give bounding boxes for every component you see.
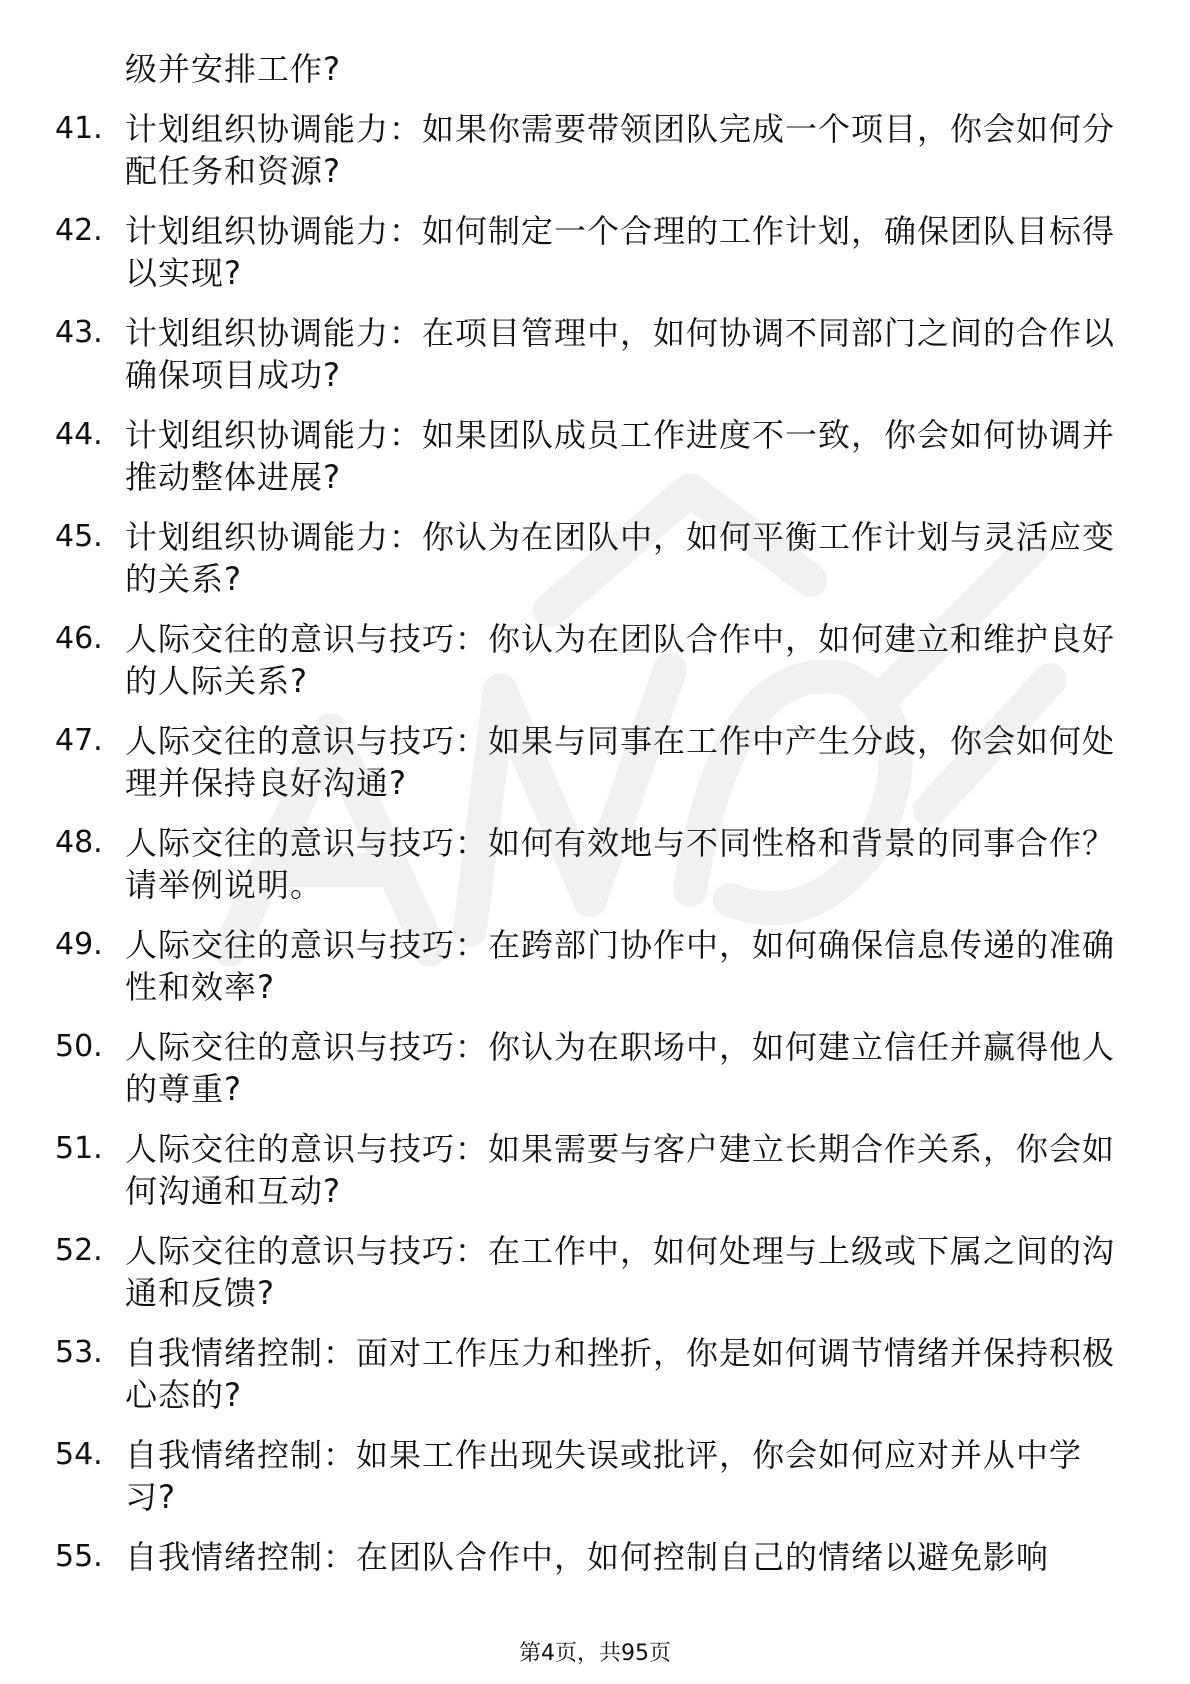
question-number: 49. — [55, 927, 103, 962]
page-footer: 第4页，共95页 — [519, 1641, 671, 1666]
question-list — [55, 48, 1125, 1578]
question-item — [55, 1026, 1125, 1110]
question-text: 人际交往的意识与技巧：如果与同事在工作中产生分歧，你会如何处理并保持良好沟通? — [125, 722, 1116, 802]
question-text: 自我情绪控制：如果工作出现失误或批评，你会如何应对并从中学习? — [125, 1436, 1083, 1516]
question-text: 人际交往的意识与技巧：如何有效地与不同性格和背景的同事合作？请举例说明。 — [125, 824, 1116, 904]
question-item — [55, 516, 1125, 600]
question-item — [55, 822, 1125, 906]
question-number: 46. — [55, 621, 103, 656]
question-item — [55, 210, 1125, 294]
question-text: 人际交往的意识与技巧：你认为在团队合作中，如何建立和维护良好的人际关系? — [125, 620, 1116, 700]
question-item — [55, 1332, 1125, 1416]
question-item — [55, 618, 1125, 702]
question-number: 54. — [55, 1437, 103, 1472]
question-number: 47. — [55, 723, 103, 758]
question-text: 自我情绪控制：在团队合作中，如何控制自己的情绪以避免影响 — [125, 1538, 1050, 1576]
question-item — [55, 312, 1125, 396]
question-number: 51. — [55, 1131, 103, 1166]
question-text: 人际交往的意识与技巧：你认为在职场中，如何建立信任并赢得他人的尊重? — [125, 1028, 1116, 1108]
question-number: 48. — [55, 825, 103, 860]
question-text: 计划组织协调能力：你认为在团队中，如何平衡工作计划与灵活应变的关系? — [125, 518, 1116, 598]
question-number: 55. — [55, 1539, 103, 1574]
question-number: 43. — [55, 315, 103, 350]
question-number: 45. — [55, 519, 103, 554]
question-number: 53. — [55, 1335, 103, 1370]
question-text: 人际交往的意识与技巧：如果需要与客户建立长期合作关系，你会如何沟通和互动? — [125, 1130, 1116, 1210]
question-number: 50. — [55, 1029, 103, 1064]
question-text: 计划组织协调能力：在项目管理中，如何协调不同部门之间的合作以确保项目成功? — [125, 314, 1116, 394]
question-text: 计划组织协调能力：如果你需要带领团队完成一个项目，你会如何分配任务和资源? — [125, 110, 1116, 190]
question-text: 人际交往的意识与技巧：在工作中，如何处理与上级或下属之间的沟通和反馈? — [125, 1232, 1116, 1312]
question-item — [55, 108, 1125, 192]
question-item — [55, 1128, 1125, 1212]
question-text: 自我情绪控制：面对工作压力和挫折，你是如何调节情绪并保持积极心态的? — [125, 1334, 1116, 1414]
question-number: 42. — [55, 213, 103, 248]
question-item — [55, 924, 1125, 1008]
question-text: 计划组织协调能力：如果团队成员工作进度不一致，你会如何协调并推动整体进展? — [125, 416, 1116, 496]
question-item — [55, 1536, 1125, 1578]
question-number: 41. — [55, 111, 103, 146]
question-text: 人际交往的意识与技巧：在跨部门协作中，如何确保信息传递的准确性和效率? — [125, 926, 1116, 1006]
continuation-text: 级并安排工作? — [125, 50, 341, 88]
question-item — [55, 414, 1125, 498]
question-item — [55, 1230, 1125, 1314]
question-text: 计划组织协调能力：如何制定一个合理的工作计划，确保团队目标得以实现? — [125, 212, 1116, 292]
question-item — [55, 1434, 1125, 1518]
question-number: 44. — [55, 417, 103, 452]
question-item — [55, 720, 1125, 804]
question-number: 52. — [55, 1233, 103, 1268]
